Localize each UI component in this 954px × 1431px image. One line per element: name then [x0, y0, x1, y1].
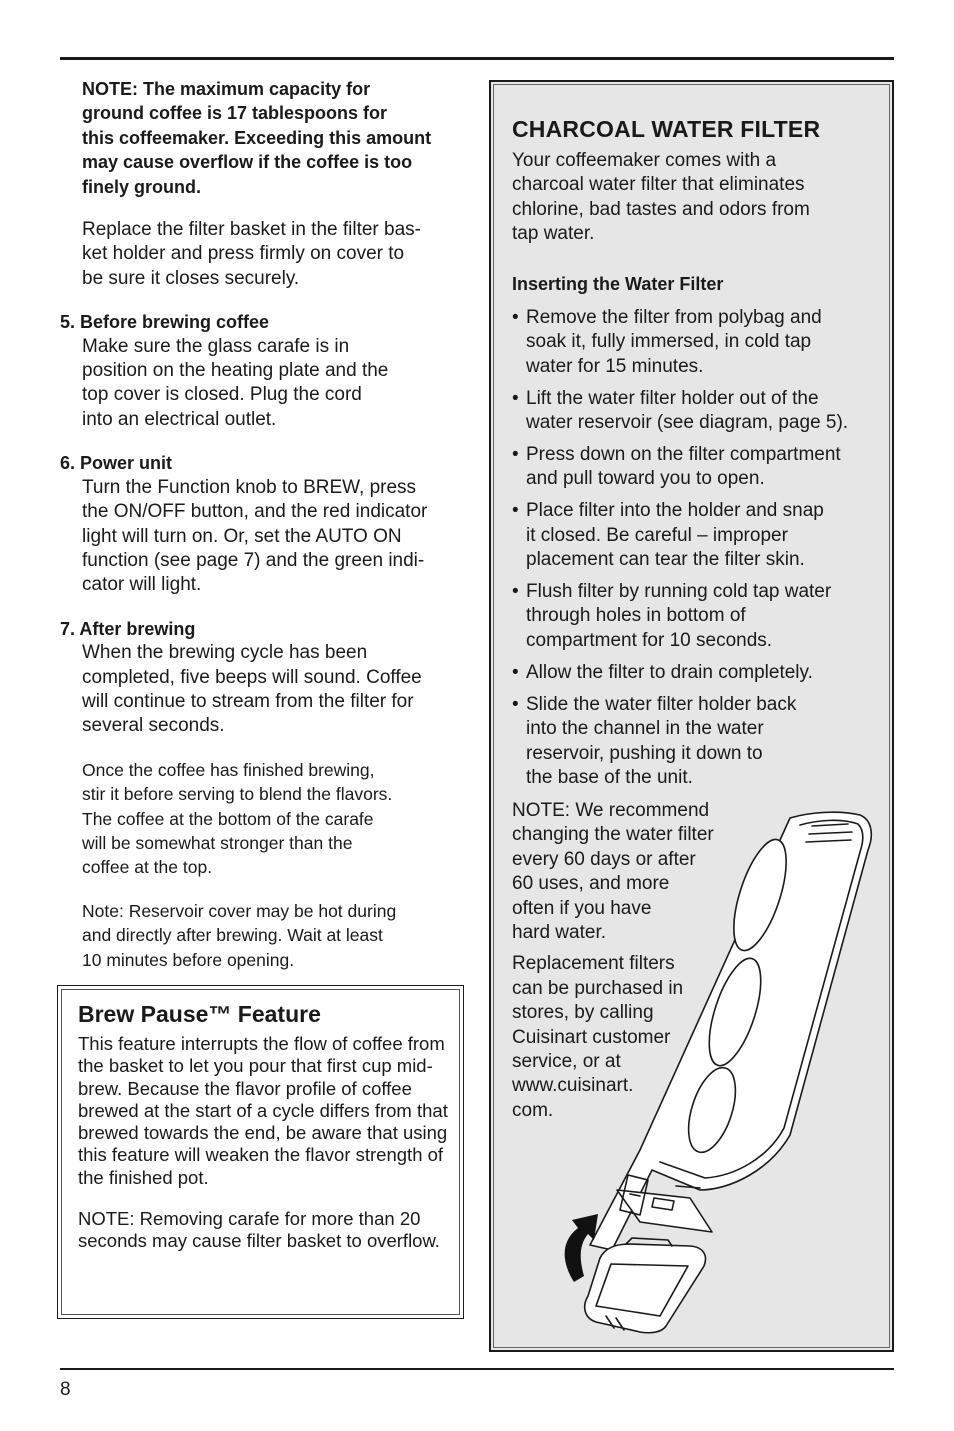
list-item: • Lift the water filter holder out of the water reservoir (see diagram, page 5).: [512, 387, 877, 436]
page-number: 8: [60, 1379, 71, 1400]
step-power-unit: [60, 451, 458, 597]
curved-arrow-icon: [565, 1214, 598, 1282]
bottom-rule: [60, 1368, 894, 1370]
list-item: • Place filter into the holder and snap it closed. Be careful – improper placement can tear the filter skin.: [512, 499, 877, 572]
step-after-brewing: [60, 617, 458, 739]
capacity-note: NOTE: The maximum capacity for ground coffee is 17 tablespoons for this coffeemaker. Exceeding this amount may cause overflow if the coffee is too finely ground.: [82, 79, 432, 197]
step-title: 7. After brewing: [60, 618, 196, 639]
step-body: When the brewing cycle has been completed, five beeps will sound. Coffee will continue to stream from the filter for several seconds.: [82, 642, 422, 737]
top-rule: [60, 57, 894, 60]
step-title: 5. Before brewing coffee: [60, 312, 270, 333]
list-item: • Press down on the filter compartment and pull toward you to open.: [512, 443, 877, 492]
brew-pause-title: Brew Pause™ Feature: [78, 1001, 321, 1027]
filter-recommendation-notes: [512, 799, 752, 1123]
step-before-brewing: [60, 310, 458, 432]
brew-pause-body: [78, 1033, 453, 1253]
charcoal-filter-title: CHARCOAL WATER FILTER: [512, 116, 821, 142]
step-body: Turn the Function knob to BREW, press the ON/OFF button, and the red indicator light will turn on. Or, set the AUTO ON function (see page 7) and the green indi- cator will light.: [82, 476, 428, 596]
inserting-filter-steps: [512, 306, 877, 798]
left-column: [60, 77, 458, 972]
stir-coffee-paragraph: Once the coffee has finished brewing, stir it before serving to blend the flavors. The coffee at the bottom of the carafe will be somewhat stronger than the coffee at the top.: [82, 759, 393, 878]
step-title: 6. Power unit: [60, 453, 173, 474]
list-item: • Remove the filter from polybag and soak it, fully immersed, in cold tap water for 15 minutes.: [512, 306, 877, 379]
replace-basket-paragraph: Replace the filter basket in the filter bas- ket holder and press firmly on cover to be sure it closes securely.: [82, 219, 422, 289]
replacement-filters-note: Replacement filters can be purchased in stores, by calling Cuisinart customer service, or at www.cuisinart. com.: [512, 953, 684, 1121]
list-item: • Slide the water filter holder back into the channel in the water reservoir, pushing it down to the base of the unit.: [512, 693, 877, 791]
change-filter-note: NOTE: We recommend changing the water filter every 60 days or after 60 uses, and more often if you have hard water.: [512, 800, 714, 944]
list-item: • Allow the filter to drain completely.: [512, 661, 877, 685]
brew-pause-description: This feature interrupts the flow of coffee from the basket to let you pour that first cup mid-brew. Because the flavor profile of coffee brewed at the start of a cycle differs from that brewed towards the end, be aware that using this feature will weaken the flavor strength of the finished pot.: [78, 1033, 448, 1188]
inserting-filter-heading: Inserting the Water Filter: [512, 274, 724, 294]
brew-pause-note: NOTE: Removing carafe for more than 20 seconds may cause filter basket to overflow.: [78, 1208, 440, 1252]
reservoir-note: Note: Reservoir cover may be hot during and directly after brewing. Wait at least 10 minutes before opening.: [82, 900, 397, 970]
step-body: Make sure the glass carafe is in position on the heating plate and the top cover is closed. Plug the cord into an electrical outlet.: [82, 335, 389, 430]
charcoal-filter-intro: Your coffeemaker comes with a charcoal water filter that eliminates chlorine, bad tastes and odors from tap water.: [512, 150, 810, 245]
list-item: • Flush filter by running cold tap water through holes in bottom of compartment for 10 seconds.: [512, 580, 877, 653]
